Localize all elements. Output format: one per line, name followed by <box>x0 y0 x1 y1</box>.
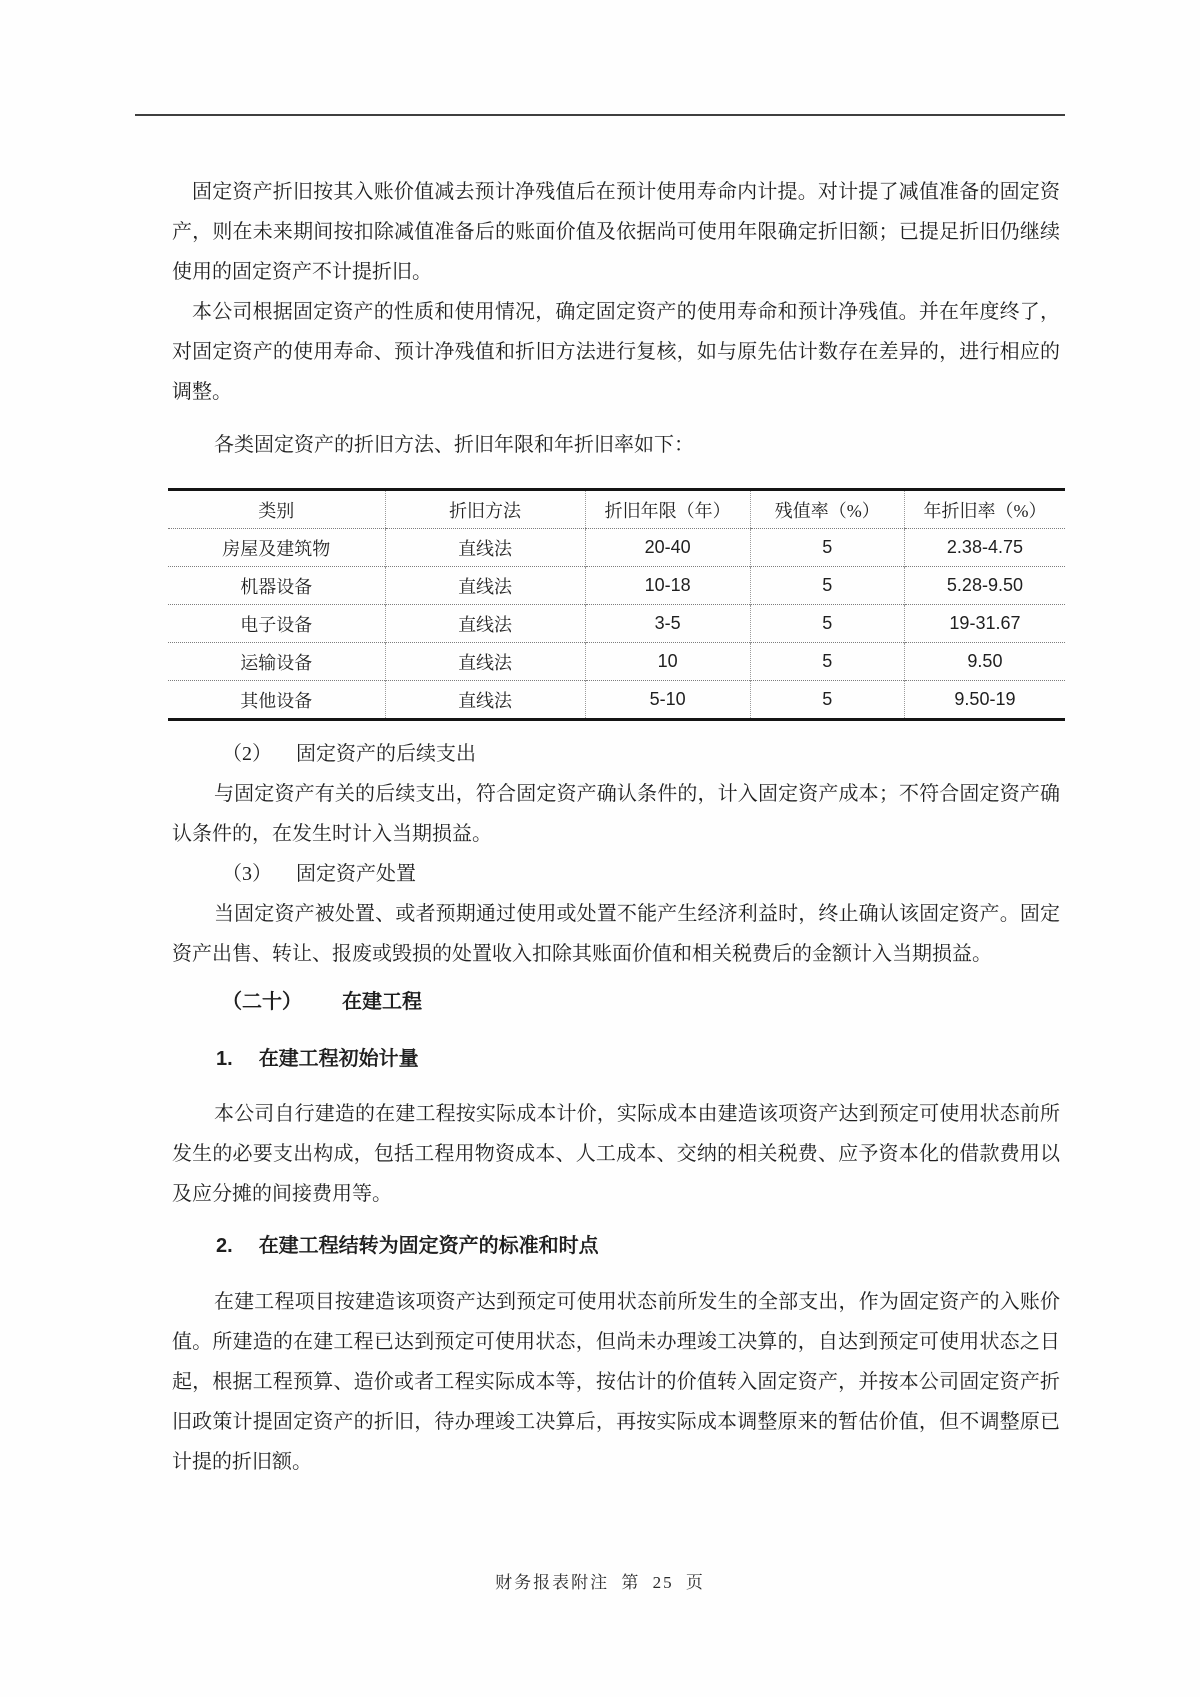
table-header-category: 类别 <box>168 490 385 529</box>
heading-number: （二十） <box>222 991 302 1013</box>
table-cell: 直线法 <box>385 681 585 720</box>
table-cell: 房屋及建筑物 <box>222 538 331 559</box>
page-content <box>172 172 1060 1482</box>
table-row-transport <box>168 643 1065 681</box>
table-cell: 5 <box>750 529 904 567</box>
table-header-residual-rate: 残值率（%） <box>750 490 904 529</box>
table-cell: 5 <box>750 605 904 643</box>
fixed-assets-depreciation-table <box>168 488 1065 721</box>
heading-number: （2） <box>222 743 272 765</box>
paragraph-cip-transfer-criteria: 在建工程项目按建造该项资产达到预定可使用状态前所发生的全部支出，作为固定资产的入账价值。所建造的在建工程已达到预定可使用状态，但尚未办理竣工决算的，自达到预定可使用状态之日起，根据工程预算、造价或者工程实际成本等，按估计的价值转入固定资产，并按本公司固定资产折旧政策计提固定资产的折旧，待办理竣工决算后，再按实际成本调整原来的暂估价值，但不调整原已计提的折旧额。 <box>172 1291 1060 1473</box>
table-header-row <box>168 490 1065 529</box>
table-cell: 运输设备 <box>168 643 385 681</box>
table-cell: 9.50 <box>904 643 1065 681</box>
table-cell: 直线法 <box>385 529 585 567</box>
paragraph-cip-initial-measurement: 本公司自行建造的在建工程按实际成本计价，实际成本由建造该项资产达到预定可使用状态前所发生的必要支出构成，包括工程用物资成本、人工成本、交纳的相关税费、应予资本化的借款费用以及应分摊的间接费用等。 <box>172 1103 1060 1205</box>
table-cell: 5 <box>750 681 904 720</box>
heading-number: 1. <box>216 1048 233 1070</box>
header-divider <box>135 114 1065 116</box>
table-cell: 直线法 <box>385 567 585 605</box>
heading-title: 固定资产的后续支出 <box>296 743 476 765</box>
heading-title: 在建工程初始计量 <box>258 1048 419 1070</box>
table-row-buildings <box>168 529 1065 567</box>
paragraph-table-intro: 各类固定资产的折旧方法、折旧年限和年折旧率如下： <box>214 434 694 456</box>
table-cell: 5 <box>750 567 904 605</box>
paragraph-subsequent-expenditure: 与固定资产有关的后续支出，符合固定资产确认条件的，计入固定资产成本；不符合固定资产确认条件的，在发生时计入当期损益。 <box>172 783 1060 845</box>
table-cell: 3-5 <box>585 605 750 643</box>
table-row-electronics <box>168 605 1065 643</box>
table-cell: 电子设备 <box>168 605 385 643</box>
heading-cip-initial-measurement <box>172 1039 1060 1079</box>
heading-construction-in-progress <box>172 982 1060 1022</box>
table-cell: 机器设备 <box>168 567 385 605</box>
heading-disposal <box>172 854 1060 894</box>
heading-number: 2. <box>216 1235 233 1257</box>
table-cell: 10-18 <box>585 567 750 605</box>
table-cell: 2.38-4.75 <box>904 529 1065 567</box>
heading-title: 固定资产处置 <box>296 863 416 885</box>
table-row-machinery <box>168 567 1065 605</box>
paragraph-useful-life-review: 本公司根据固定资产的性质和使用情况，确定固定资产的使用寿命和预计净残值。并在年度终了，对固定资产的使用寿命、预计净残值和折旧方法进行复核，如与原先估计数存在差异的，进行相应的调整。 <box>172 301 1060 403</box>
table-header-method: 折旧方法 <box>385 490 585 529</box>
heading-subsequent-expenditure <box>172 734 1060 774</box>
heading-title: 在建工程 <box>342 991 422 1013</box>
table-row-other <box>168 681 1065 720</box>
table-cell: 直线法 <box>385 643 585 681</box>
heading-title: 在建工程结转为固定资产的标准和时点 <box>258 1235 599 1257</box>
table-cell: 5 <box>750 643 904 681</box>
paragraph-depreciation-provision: 固定资产折旧按其入账价值减去预计净残值后在预计使用寿命内计提。对计提了减值准备的固定资产，则在未来期间按扣除减值准备后的账面价值及依据尚可使用年限确定折旧额；已提足折旧仍继续使用的固定资产不计提折旧。 <box>172 181 1060 283</box>
paragraph-disposal: 当固定资产被处置、或者预期通过使用或处置不能产生经济利益时，终止确认该固定资产。固定资产出售、转让、报废或毁损的处置收入扣除其账面价值和相关税费后的金额计入当期损益。 <box>172 903 1060 965</box>
table-cell: 9.50-19 <box>904 681 1065 720</box>
heading-number: （3） <box>222 863 272 885</box>
table-cell: 5-10 <box>585 681 750 720</box>
table-header-annual-rate: 年折旧率（%） <box>904 490 1065 529</box>
table-cell: 19-31.67 <box>904 605 1065 643</box>
heading-cip-transfer-criteria <box>172 1226 1060 1266</box>
table-header-years: 折旧年限（年） <box>585 490 750 529</box>
footer-page-number: 财务报表附注 第 25 页 <box>495 1573 705 1592</box>
table-cell: 直线法 <box>385 605 585 643</box>
table-cell: 20-40 <box>585 529 750 567</box>
table-cell: 5.28-9.50 <box>904 567 1065 605</box>
table-cell: 其他设备 <box>168 681 385 720</box>
table-cell: 10 <box>585 643 750 681</box>
